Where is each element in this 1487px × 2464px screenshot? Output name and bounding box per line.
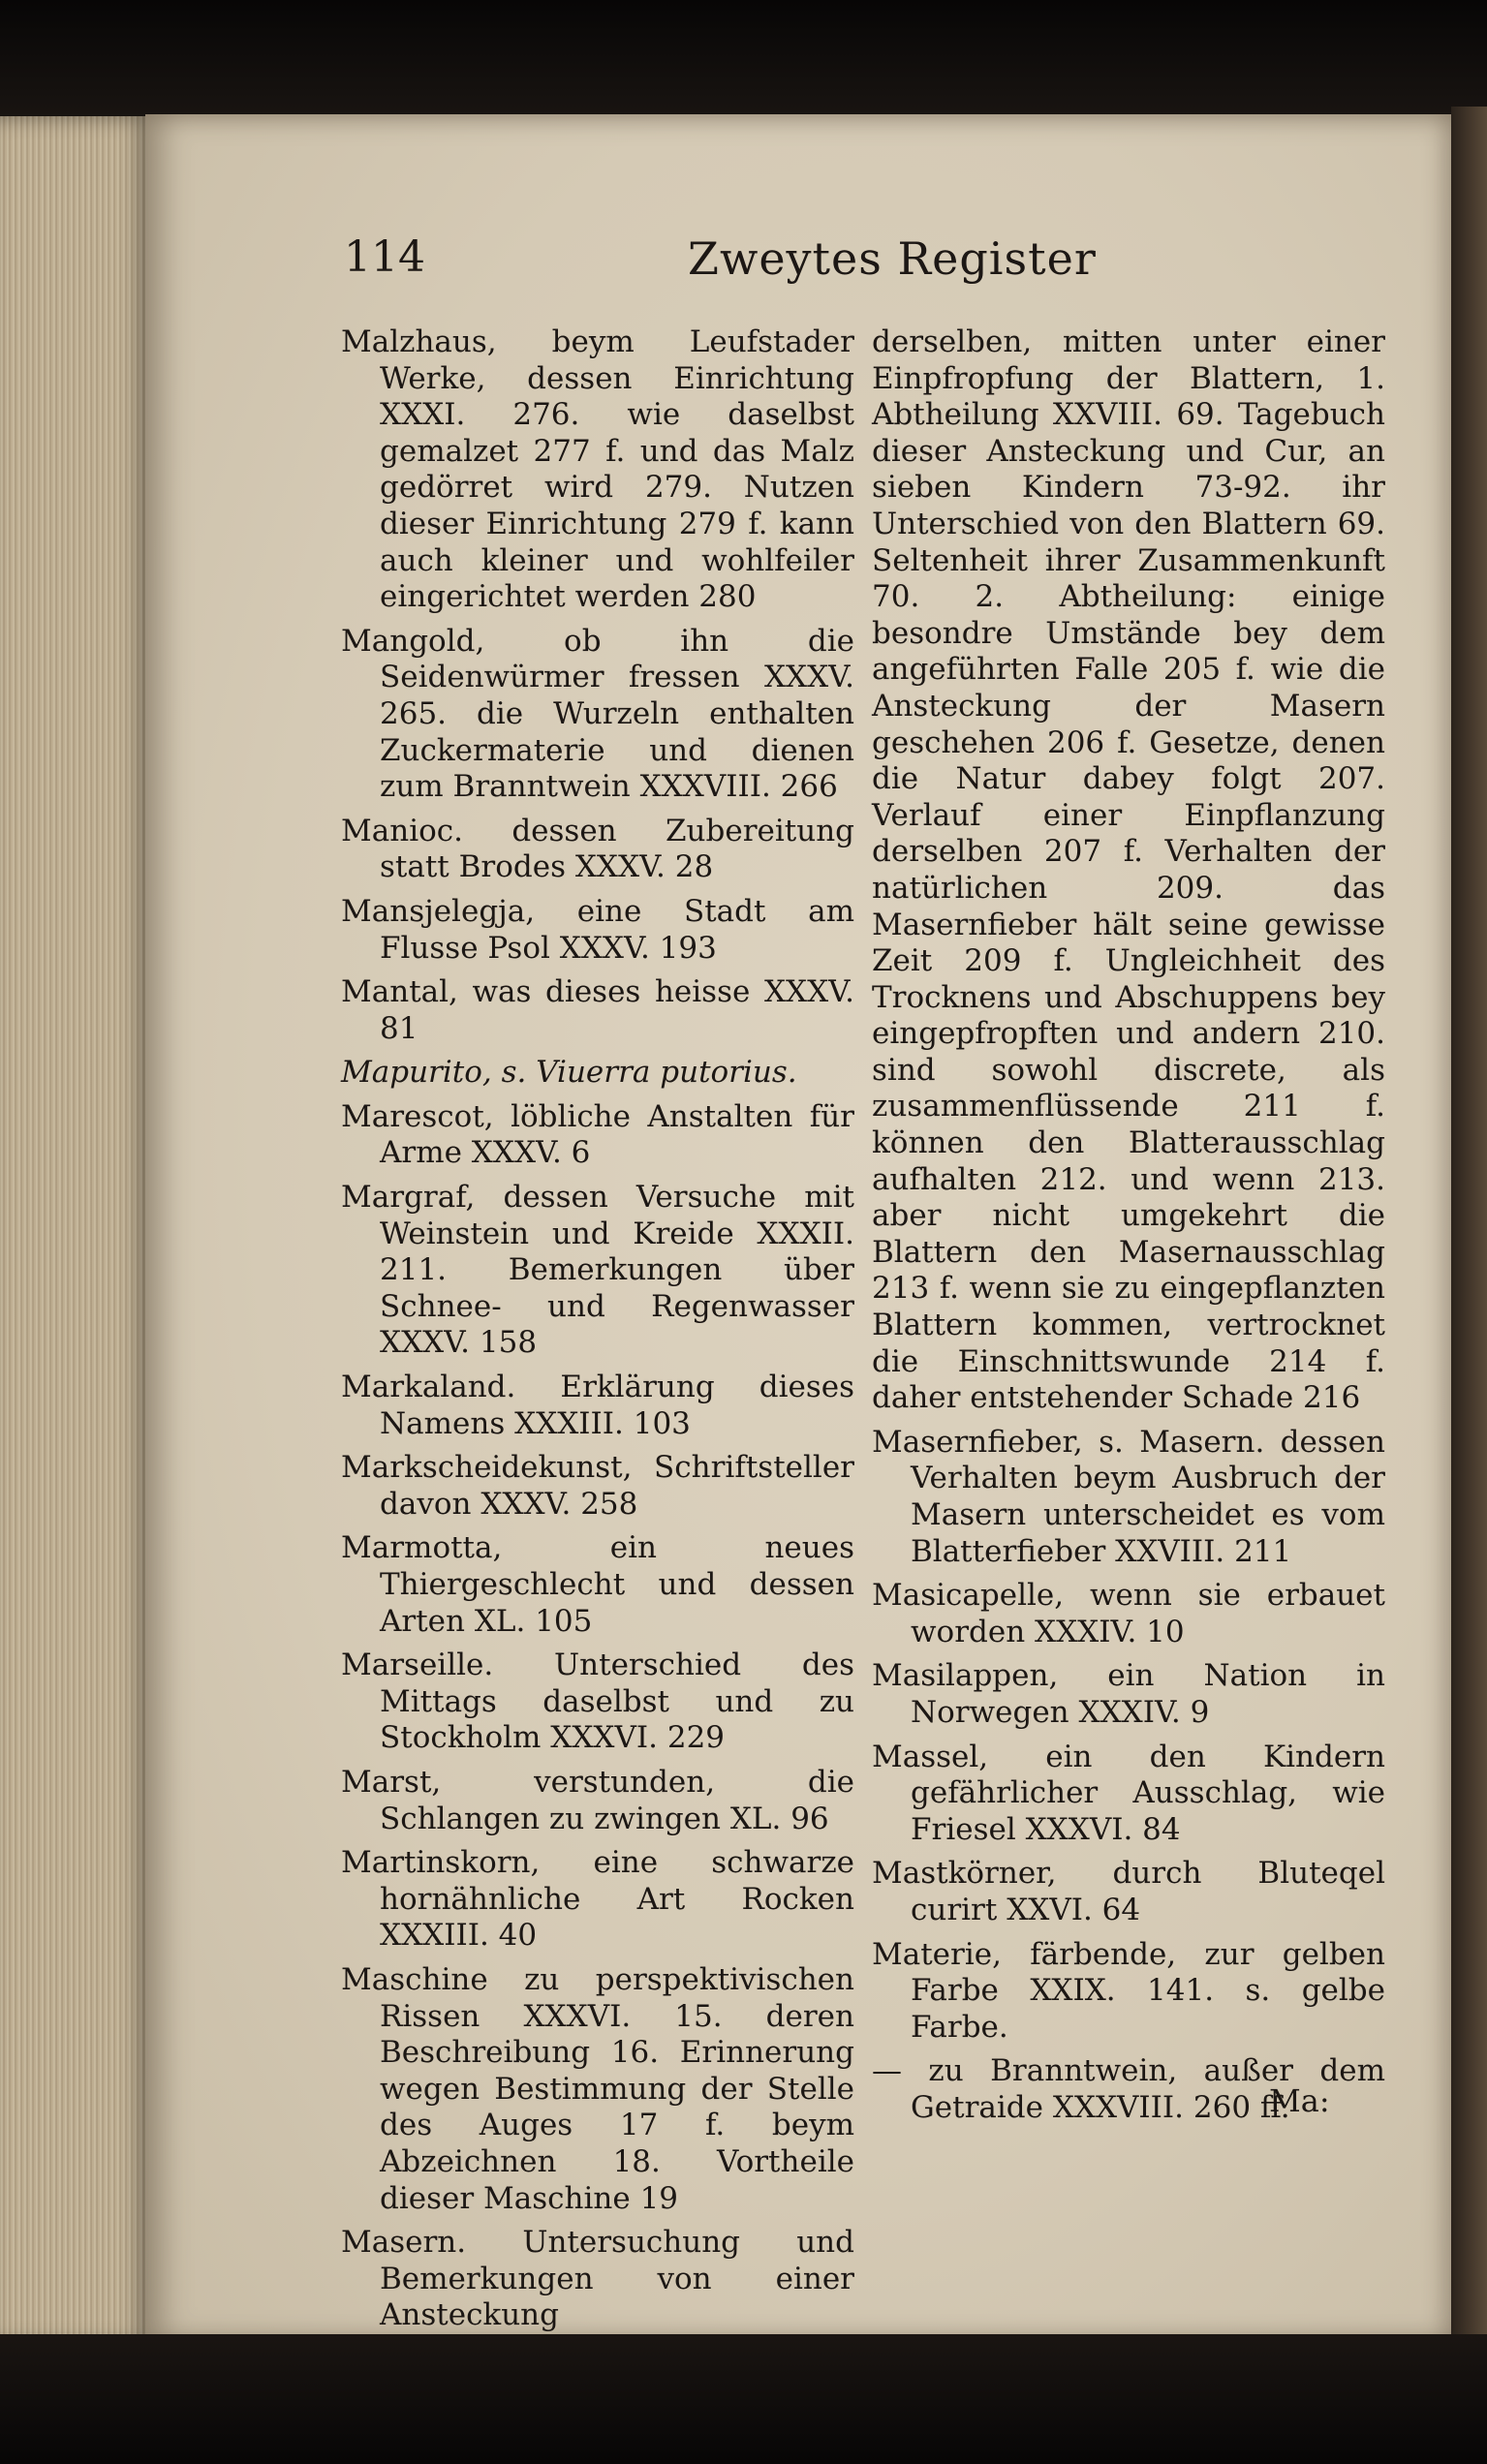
index-entry: Masilappen, ein Nation in Norwegen XXXIV. 9 — [872, 1658, 1385, 1730]
page-header — [344, 232, 1313, 310]
index-entry: Mantal, was dieses heisse XXXV. 81 — [341, 974, 854, 1046]
index-entry: Masernfieber, s. Masern. dessen Verhalten beym Ausbruch der Masern unterscheidet es vom Blatterfieber XXVIII. 211 — [872, 1424, 1385, 1569]
index-entry: Masicapelle, wenn sie erbauet worden XXXIV. 10 — [872, 1578, 1385, 1649]
index-entry: Mastkörner, durch Bluteqel curirt XXVI. 64 — [872, 1856, 1385, 1927]
index-entry: Manioc. dessen Zubereitung statt Brodes XXXV. 28 — [341, 813, 854, 885]
index-entry: — zu Branntwein, außer dem Getraide XXXVIII. 260 ff. — [872, 2053, 1385, 2125]
index-entry: Mapurito, s. Viuerra putorius. — [341, 1055, 797, 1091]
right-column — [872, 324, 1385, 2135]
index-entry: Maschine zu perspektivischen Rissen XXXVI. 15. deren Beschreibung 16. Erinnerung wegen Bestimmung der Stelle des Auges 17 f. beym Abzeichnen 18. Vortheile dieser Maschine 19 — [341, 1961, 854, 2216]
page-stack-edge — [0, 116, 155, 2344]
index-entry: Malzhaus, beym Leufstader Werke, dessen Einrichtung XXXI. 276. wie daselbst gemalzet 277 f. und das Malz gedörret wird 279. Nutzen dieser Einrichtung 279 f. kann auch kleiner und wohlfeiler eingerichtet werden 280 — [341, 324, 854, 615]
index-entry: Massel, ein den Kindern gefährlicher Ausschlag, wie Friesel XXXVI. 84 — [872, 1739, 1385, 1847]
index-entry: Mansjelegja, eine Stadt am Flusse Psol XXXV. 193 — [341, 893, 854, 966]
catchword: Ma: — [1269, 2082, 1330, 2119]
index-entry: Martinskorn, eine schwarze hornähnliche Art Rocken XXXIII. 40 — [341, 1845, 854, 1954]
index-entry: Marescot, löbliche Anstalten für Arme XXXV. 6 — [341, 1098, 854, 1171]
index-entry-continuation: derselben, mitten unter einer Einpfropfung der Blattern, 1. Abtheilung XXVIII. 69. Tagebuch dieser Ansteckung und Cur, an sieben Kindern 73-92. ihr Unterschied von den Blattern 69. Seltenheit ihrer Zusammenkunft 70. 2. Abtheilung: einige besondre Umstände bey dem angeführten Falle 205 f. wie die Ansteckung der Masern geschehen 206 f. Gesetze, denen die Natur dabey folgt 207. Verlauf einer Einpflanzung derselben 207 f. Verhalten der natürlichen 209. das Masernfieber hält seine gewisse Zeit 209 f. Ungleichheit des Trocknens und Abschuppens bey eingepfropften und andern 210. sind sowohl discrete, als zusammenflüssende 211 f. können den Blatterausschlag aufhalten 212. und wenn 213. aber nicht umgekehrt die Blattern den Masernausschlag 213 f. wenn sie zu eingepflanzten Blattern kommen, vertrocknet die Einschnittswunde 214 f. daher entstehender Schade 216 — [872, 324, 1385, 1416]
index-entry: Masern. Untersuchung und Bemerkungen von einer Ansteckung — [341, 2225, 854, 2333]
index-entry: Marseille. Unterschied des Mittags daselbst und zu Stockholm XXXVI. 229 — [341, 1648, 854, 1756]
background-top — [0, 0, 1487, 126]
index-entry: Materie, färbende, zur gelben Farbe XXIX. 141. s. gelbe Farbe. — [872, 1936, 1385, 2045]
index-entry: Margraf, dessen Versuche mit Weinstein und Kreide XXXII. 211. Bemerkungen über Schnee- und Regenwasser XXXV. 158 — [341, 1180, 854, 1361]
page-number: 114 — [344, 232, 425, 282]
index-entry: Marmotta, ein neues Thiergeschlecht und dessen Arten XL. 105 — [341, 1530, 854, 1639]
left-column — [341, 324, 854, 2342]
background-bottom — [0, 2334, 1487, 2464]
index-entry: Markaland. Erklärung dieses Namens XXXIII. 103 — [341, 1370, 854, 1441]
index-entry: Markscheidekunst, Schriftsteller davon XXXV. 258 — [341, 1450, 854, 1522]
running-title: Zweytes Register — [688, 232, 1097, 285]
facing-page-edge — [1451, 107, 1487, 2354]
index-entry: Marst, verstunden, die Schlangen zu zwingen XL. 96 — [341, 1764, 854, 1836]
index-entry: Mangold, ob ihn die Seidenwürmer fressen XXXV. 265. die Wurzeln enthalten Zuckermaterie und dienen zum Branntwein XXXVIII. 266 — [341, 623, 854, 805]
